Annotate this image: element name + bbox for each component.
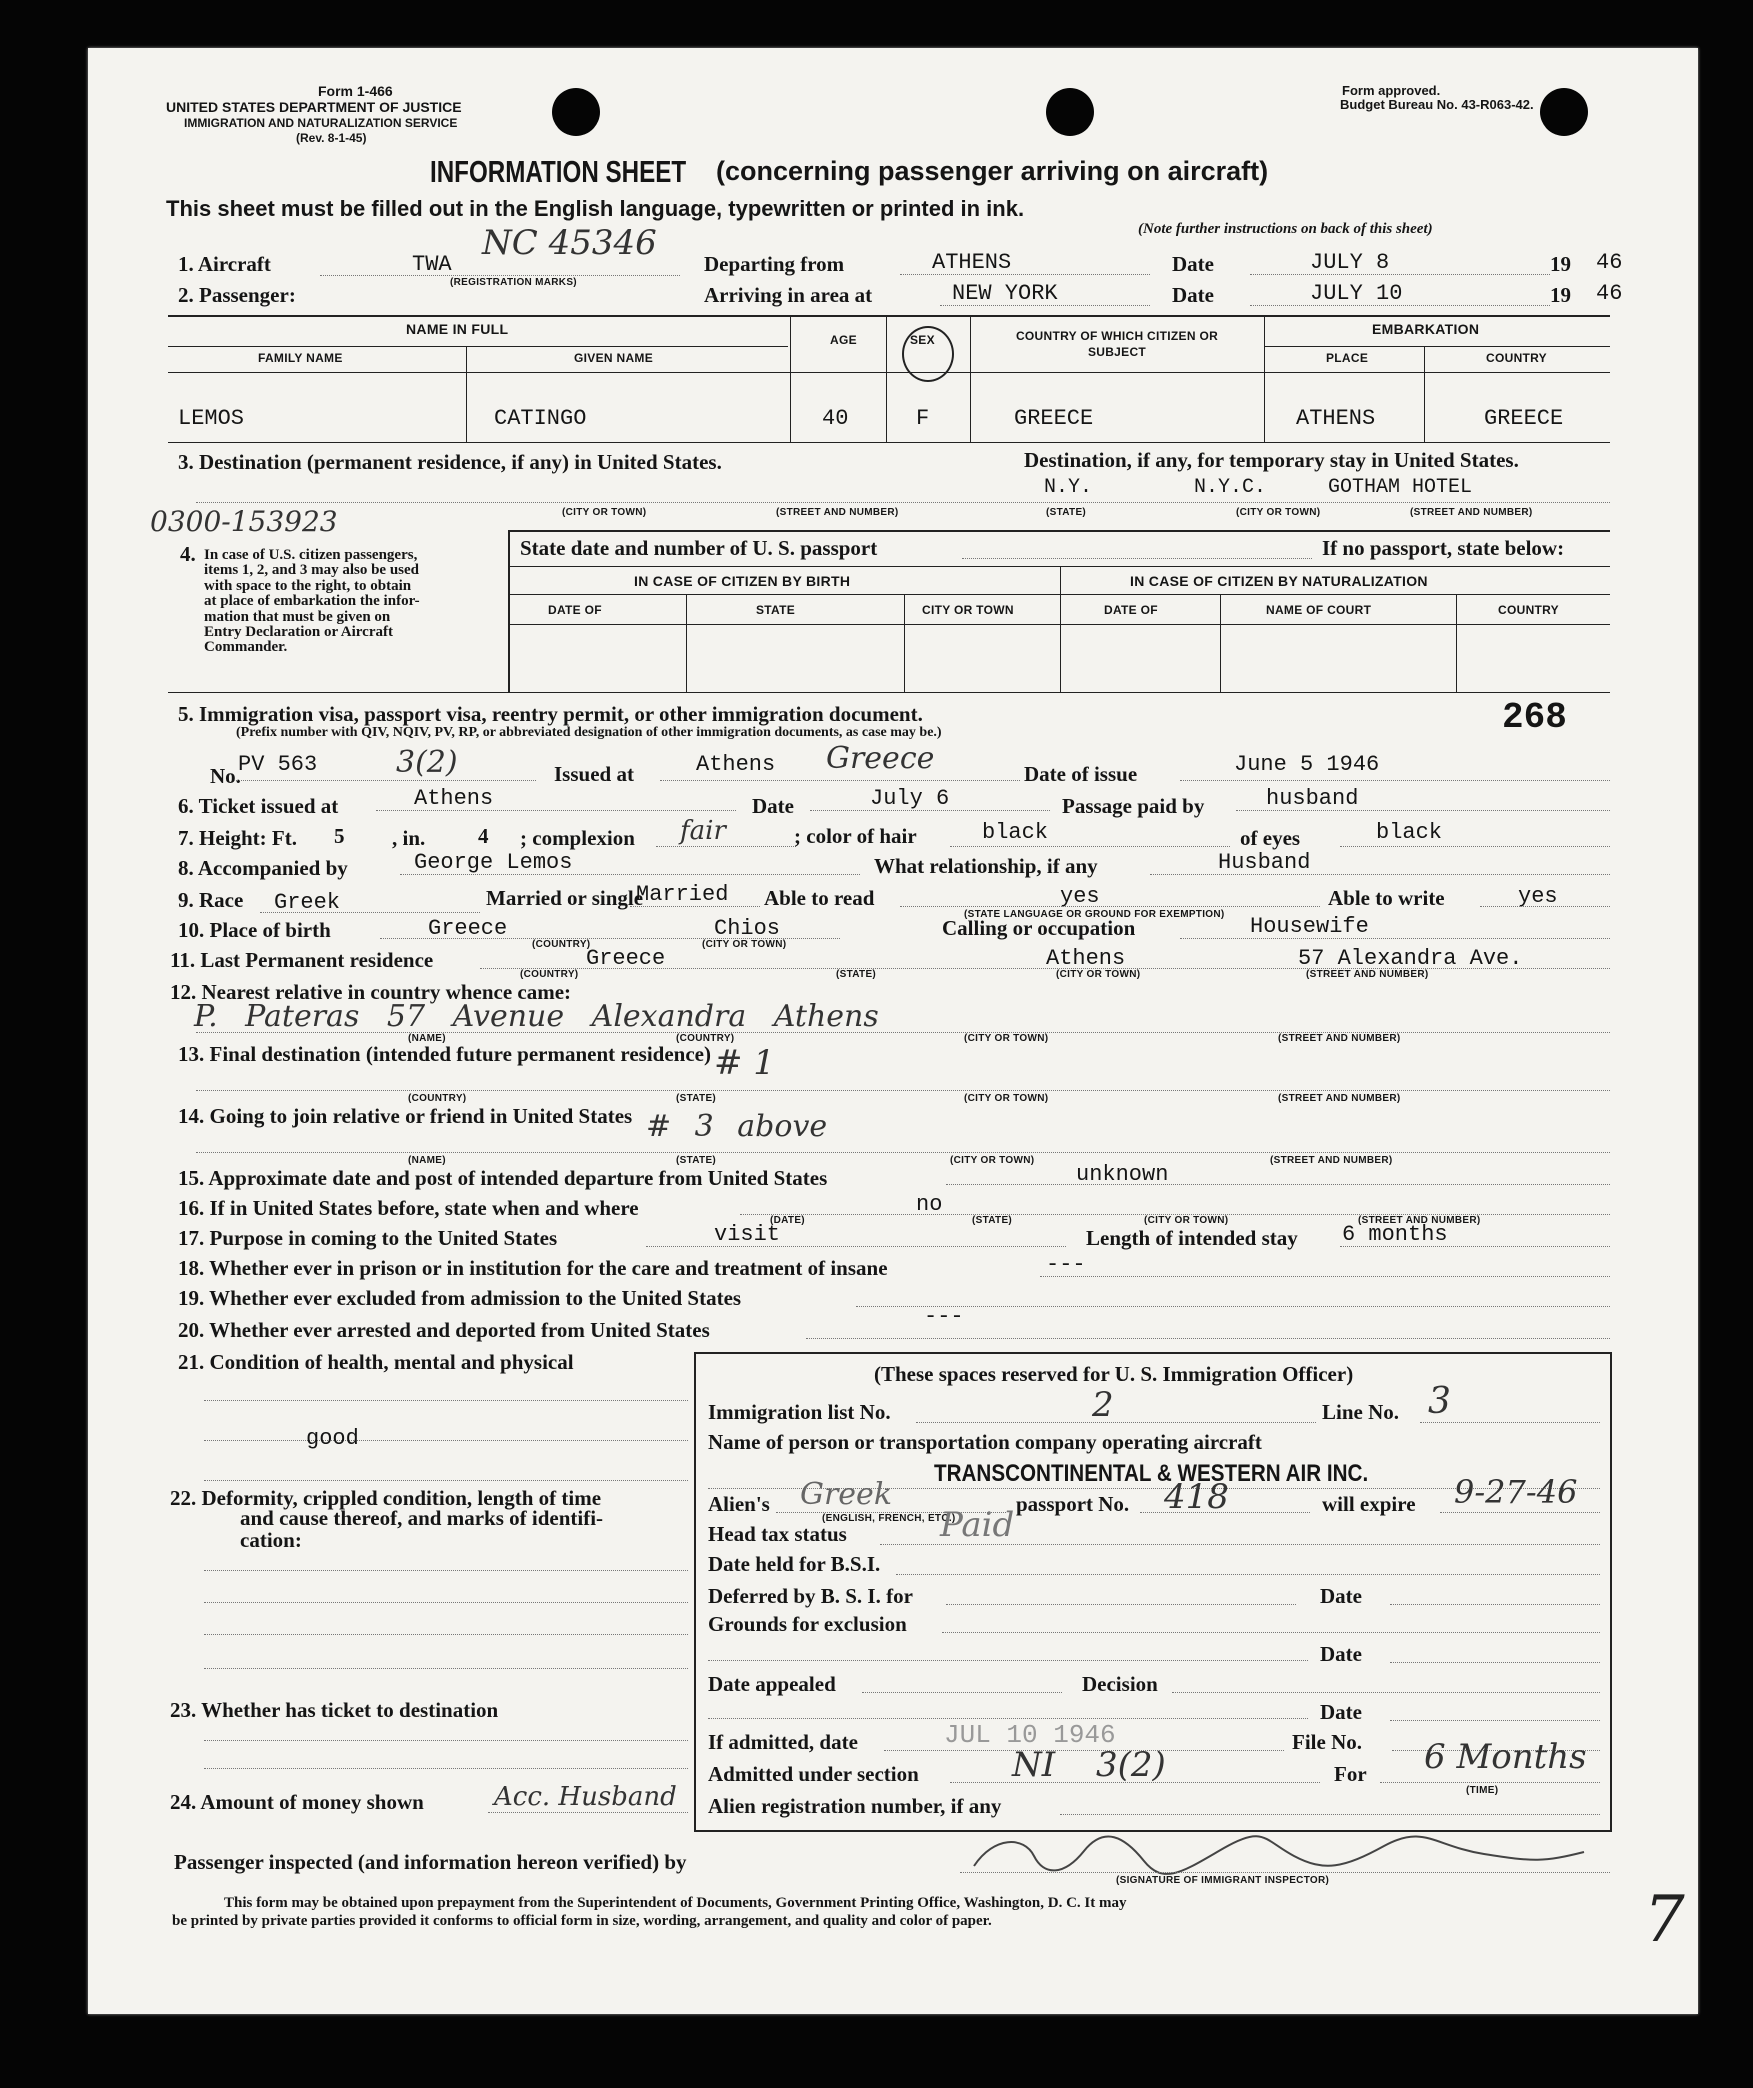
eyes-value: black [1376,820,1443,845]
section-label: Admitted under section [708,1762,919,1786]
visa-no-value: PV 563 [238,752,318,777]
approval-line-2: Budget Bureau No. 43-R063-42. [1340,97,1534,112]
height-in-label: , in. [392,826,426,850]
no-passport-label: If no passport, state below: [1322,536,1565,560]
col-city-or-town: CITY OR TOWN [922,603,1014,617]
passenger-label: 2. Passenger: [178,283,296,307]
country-caption: (COUNTRY) [532,939,591,950]
country-caption: (COUNTRY) [408,1093,467,1104]
citizenship-value: GREECE [1014,406,1094,431]
residence-street: 57 Alexandra Ave. [1298,946,1523,971]
year-prefix: 19 [1550,252,1571,276]
list-number-label: Immigration list No. [708,1400,891,1424]
complexion-value: fair [680,816,726,846]
citizenship-header: COUNTRY OF WHICH CITIZEN OR SUBJECT [1015,329,1219,359]
form-number: Form 1-466 [318,83,393,99]
line-number-label: Line No. [1322,1400,1400,1424]
by-birth-header: IN CASE OF CITIZEN BY BIRTH [634,573,851,589]
deferred-label: Deferred by B. S. I. for [708,1584,913,1608]
aliens-caption: (ENGLISH, FRENCH, ETC.) [822,1513,956,1524]
relationship-value: Husband [1218,850,1311,875]
family-name-value: LEMOS [178,406,245,431]
ticket-value: Athens [414,786,494,811]
write-value: yes [1518,884,1558,909]
list-number-value: 2 [1092,1385,1114,1425]
health-value: good [306,1426,359,1451]
head-tax-label: Head tax status [708,1522,847,1546]
birth-country: Greece [428,916,508,941]
accompanied-value: George Lemos [414,850,573,875]
complexion-label: ; complexion [520,826,635,850]
expire-label: will expire [1322,1492,1416,1516]
issued-country: Greece [826,741,935,776]
aircraft-value: TWA [412,252,452,277]
country-caption: (COUNTRY) [520,969,579,980]
country-header: COUNTRY [1486,351,1547,365]
read-caption: (STATE LANGUAGE OR GROUND FOR EXEMPTION) [964,909,1225,920]
form-title: INFORMATION SHEET [430,154,687,189]
relative-label: 12. Nearest relative in country whence came: [170,980,572,1004]
relationship-label: What relationship, if any [874,854,1098,878]
temp-state-value: N.Y. [1044,476,1093,499]
arrive-year: 46 [1596,281,1623,306]
paid-by-label: Passage paid by [1062,794,1205,818]
city-caption: (CITY OR TOWN) [950,1155,1035,1166]
name-in-full-header: NAME IN FULL [406,321,509,337]
admitted-date-label: If admitted, date [708,1730,858,1754]
page-mark: 7 [1644,1883,1685,1957]
temp-street-value: GOTHAM HOTEL [1328,476,1473,499]
eyes-label: of eyes [1240,826,1301,850]
state-caption: (STATE) [972,1215,1013,1226]
grounds-label: Grounds for exclusion [708,1612,907,1636]
married-label: Married or single [486,886,644,910]
state-caption: (STATE) [676,1093,717,1104]
residence-country: Greece [586,946,666,971]
head-tax-value: Paid [940,1505,1015,1545]
expire-value: 9-27-46 [1454,1473,1578,1511]
file-number-handwritten: 0300-153923 [150,505,338,538]
relative-value: P. Pateras 57 Avenue Alexandra Athens [194,999,879,1034]
approval-line-1: Form approved. [1342,83,1441,98]
col-name-of-court: NAME OF COURT [1266,603,1372,617]
col-date-of: DATE OF [548,603,602,617]
aircraft-marks: NC 45346 [482,223,657,263]
company-label: Name of person or transportation company operating aircraft [708,1430,1262,1454]
height-in: 4 [478,824,489,848]
date-of-issue-value: June 5 1946 [1234,752,1380,777]
age-value: 40 [822,406,849,431]
going-to-join-value: # 3 above [646,1109,828,1144]
occupation-value: Housewife [1250,914,1369,939]
registration-caption: (REGISTRATION MARKS) [450,277,577,288]
deformity-label-1: 22. Deformity, crippled condition, length of time [170,1486,602,1510]
ticket-date-value: July 6 [870,786,950,811]
ticket-date-label: Date [752,794,794,818]
agency-line-1: UNITED STATES DEPARTMENT OF JUSTICE [166,99,462,115]
accompanied-label: 8. Accompanied by [178,856,348,880]
write-label: Able to write [1328,886,1445,910]
money-label: 24. Amount of money shown [170,1790,424,1814]
date-caption: (DATE) [770,1215,805,1226]
residence-city: Athens [1046,946,1126,971]
destination-label: 3. Destination (permanent residence, if any) in United States. [178,450,722,474]
passport-no-value: 418 [1164,1477,1229,1517]
registration-label: Alien registration number, if any [708,1794,1002,1818]
purpose-label: 17. Purpose in coming to the United States [178,1226,558,1250]
arrive-date: JULY 10 [1310,281,1403,306]
aliens-label: Alien's [708,1492,770,1516]
company-value: TRANSCONTINENTAL & WESTERN AIR INC. [934,1460,1369,1487]
punch-hole [552,88,600,136]
birth-label: 10. Place of birth [178,918,331,942]
read-value: yes [1060,884,1100,909]
street-caption: (STREET AND NUMBER) [1410,507,1533,518]
before-value: no [916,1192,943,1217]
city-caption: (CITY OR TOWN) [562,507,647,518]
year-prefix: 19 [1550,283,1571,307]
paid-by-value: husband [1266,786,1359,811]
issued-at-value: Athens [696,752,776,777]
name-caption: (NAME) [408,1155,446,1166]
back-note: (Note further instructions on back of this sheet) [1138,221,1433,237]
date-of-issue-label: Date of issue [1024,762,1138,786]
embark-country-value: GREECE [1484,406,1564,431]
arrested-label: 20. Whether ever arrested and deported from United States [178,1318,710,1342]
deformity-label-2: and cause thereof, and marks of identifi- [240,1506,604,1530]
aliens-value: Greek [800,1477,892,1512]
city-caption: (CITY OR TOWN) [1144,1215,1229,1226]
admitted-date-stamp: JUL 10 1946 [944,1720,1116,1750]
city-caption: (CITY OR TOWN) [964,1093,1049,1104]
city-caption: (CITY OR TOWN) [1236,507,1321,518]
item-4-label: 4. [180,542,196,566]
embark-place-value: ATHENS [1296,406,1376,431]
visa-prefix-note: (Prefix number with QIV, NQIV, PV, RP, or abbreviated designation of other immigration documents, as case may be.) [236,725,942,740]
height-ft: 5 [334,824,345,848]
arriving-label: Arriving in area at [704,283,873,307]
final-destination-label: 13. Final destination (intended future permanent residence) [178,1042,711,1066]
arrested-value: --- [924,1304,964,1329]
street-caption: (STREET AND NUMBER) [1270,1155,1393,1166]
stamp-number: 268 [1502,697,1567,738]
given-name-value: CATINGO [494,406,587,431]
birth-city: Chios [714,916,781,941]
bsi-label: Date held for B.S.I. [708,1552,881,1576]
sex-header: SEX [910,333,935,347]
height-label: 7. Height: Ft. [178,826,297,850]
age-header: AGE [830,333,857,347]
place-header: PLACE [1326,351,1369,365]
citizen-note: In case of U.S. citizen passengers, items 1, 2, and 3 may also be used with space to the right, to obtain at place of embarkation the infor- mation that must be given on Entry Declaration or Aircraft Commander. [204,547,420,656]
state-caption: (STATE) [836,969,877,980]
street-caption: (STREET AND NUMBER) [1306,969,1429,980]
fine-print-1: This form may be obtained upon prepayment from the Superintendent of Documents, Government Printing Office, Washington, D. C. It may [224,1895,1127,1911]
fine-print-2: be printed by private parties provided it conforms to official form in size, wording, arrangement, and quality and color of paper. [172,1913,992,1929]
prison-value: --- [1046,1252,1086,1277]
appealed-date-label: Date [1320,1700,1362,1724]
decision-label: Decision [1082,1672,1158,1696]
given-name-header: GIVEN NAME [574,351,654,365]
race-label: 9. Race [178,888,244,912]
city-caption: (CITY OR TOWN) [1056,969,1141,980]
arriving-value: NEW YORK [952,281,1058,306]
ticket-destination-label: 23. Whether has ticket to destination [170,1698,499,1722]
form-subtitle: (concerning passenger arriving on aircraft) [716,156,1269,186]
visa-section: 3(2) [396,745,458,780]
punch-hole [1540,88,1588,136]
officer-reserved-note: (These spaces reserved for U. S. Immigration Officer) [874,1362,1354,1386]
grounds-date-label: Date [1320,1642,1362,1666]
aircraft-label: 1. Aircraft [178,252,271,276]
agency-line-2: IMMIGRATION AND NATURALIZATION SERVICE [184,116,458,130]
street-caption: (STREET AND NUMBER) [1278,1033,1401,1044]
hair-label: ; color of hair [794,824,917,848]
street-caption: (STREET AND NUMBER) [776,507,899,518]
sex-circle-mark [902,326,954,382]
departing-value: ATHENS [932,250,1012,275]
city-caption: (CITY OR TOWN) [964,1033,1049,1044]
family-name-header: FAMILY NAME [258,351,343,365]
sex-value: F [916,406,930,431]
form-instruction: This sheet must be filled out in the English language, typewritten or printed in ink. [166,196,1025,221]
deferred-date-label: Date [1320,1584,1362,1608]
street-caption: (STREET AND NUMBER) [1278,1093,1401,1104]
appealed-label: Date appealed [708,1672,836,1696]
prison-label: 18. Whether ever in prison or in institution for the care and treatment of insane [178,1256,888,1280]
visa-no-label: No. [210,764,241,788]
state-caption: (STATE) [676,1155,717,1166]
passport-date-label: State date and number of U. S. passport [520,536,878,560]
street-caption: (STREET AND NUMBER) [1358,1215,1481,1226]
name-caption: (NAME) [408,1033,446,1044]
before-label: 16. If in United States before, state when and where [178,1196,639,1220]
visa-label: 5. Immigration visa, passport visa, reentry permit, or other immigration document. [178,702,923,726]
married-value: Married [636,882,729,907]
depart-date: JULY 8 [1310,250,1390,275]
section-value: NI 3(2) [1012,1745,1166,1785]
signature-caption: (SIGNATURE OF IMMIGRANT INSPECTOR) [1116,1875,1330,1886]
by-naturalization-header: IN CASE OF CITIZEN BY NATURALIZATION [1130,573,1428,589]
occupation-label: Calling or occupation [942,916,1136,940]
file-no-label: File No. [1292,1730,1362,1754]
issued-at-label: Issued at [554,762,634,786]
purpose-value: visit [714,1222,781,1247]
state-caption: (STATE) [1046,507,1087,518]
time-caption: (TIME) [1466,1785,1499,1796]
col-date-of: DATE OF [1104,603,1158,617]
line-number-value: 3 [1428,1381,1451,1422]
final-destination-value: # 1 [714,1043,775,1083]
city-caption: (CITY OR TOWN) [702,939,787,950]
money-value: Acc. Husband [494,1782,677,1812]
health-label: 21. Condition of health, mental and physical [178,1350,574,1374]
temp-city-value: N.Y.C. [1194,476,1267,499]
race-value: Greek [274,890,341,915]
for-value: 6 Months [1424,1737,1587,1777]
stay-value: 6 months [1342,1222,1448,1247]
going-to-join-label: 14. Going to join relative or friend in United States [178,1104,633,1128]
ticket-label: 6. Ticket issued at [178,794,339,818]
excluded-label: 19. Whether ever excluded from admission to the United States [178,1286,742,1310]
deformity-label-3: cation: [240,1528,302,1552]
arrive-date-label: Date [1172,283,1214,307]
hair-value: black [982,820,1049,845]
passport-no-label: passport No. [1016,1492,1130,1516]
depart-year: 46 [1596,250,1623,275]
temp-destination-label: Destination, if any, for temporary stay in United States. [1024,448,1519,472]
departing-label: Departing from [704,252,845,276]
col-state: STATE [756,603,796,617]
departure-value: unknown [1076,1162,1169,1187]
residence-label: 11. Last Permanent residence [170,948,434,972]
for-label: For [1334,1762,1367,1786]
punch-hole [1046,88,1094,136]
stay-label: Length of intended stay [1086,1226,1298,1250]
inspected-label: Passenger inspected (and information hereon verified) by [174,1850,687,1874]
country-caption: (COUNTRY) [676,1033,735,1044]
col-country: COUNTRY [1498,603,1559,617]
departure-label: 15. Approximate date and post of intended departure from United States [178,1166,828,1190]
revision: (Rev. 8-1-45) [296,131,367,145]
depart-date-label: Date [1172,252,1214,276]
read-label: Able to read [764,886,875,910]
embarkation-header: EMBARKATION [1372,321,1480,337]
